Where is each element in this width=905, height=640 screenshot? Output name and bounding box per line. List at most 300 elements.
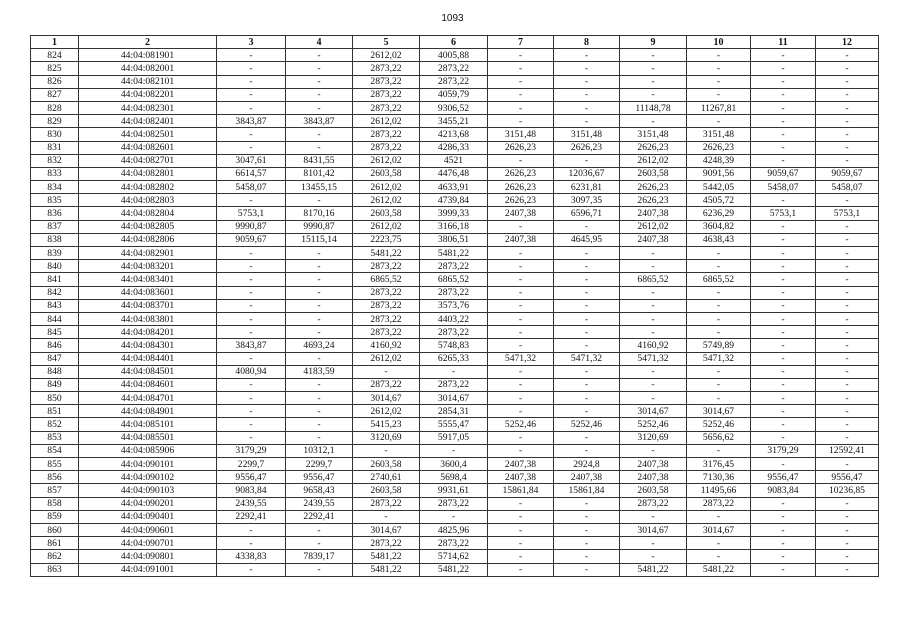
table-cell: - xyxy=(816,510,879,523)
table-cell: 44:04:090401 xyxy=(79,510,217,523)
table-cell: 3014,67 xyxy=(353,523,420,536)
table-cell: - xyxy=(217,523,286,536)
table-cell: - xyxy=(286,141,353,154)
table-cell: 2407,38 xyxy=(488,233,554,246)
table-cell: 829 xyxy=(31,115,79,128)
table-cell: - xyxy=(816,431,879,444)
table-cell: - xyxy=(751,49,816,62)
table-cell: - xyxy=(816,247,879,260)
table-cell: 849 xyxy=(31,378,79,391)
table-cell: 44:04:082501 xyxy=(79,128,217,141)
table-cell: - xyxy=(751,365,816,378)
table-cell: - xyxy=(286,286,353,299)
table-cell: - xyxy=(620,312,687,325)
table-row xyxy=(31,339,879,352)
table-cell: - xyxy=(488,88,554,101)
table-cell: 5471,32 xyxy=(554,352,620,365)
table-cell: 4505,72 xyxy=(687,194,751,207)
table-cell: 3014,67 xyxy=(420,392,488,405)
table-cell: 4739,84 xyxy=(420,194,488,207)
table-cell: - xyxy=(488,312,554,325)
table-cell: 15861,84 xyxy=(488,484,554,497)
table-cell: - xyxy=(816,141,879,154)
table-cell: - xyxy=(286,523,353,536)
table-cell: 3573,76 xyxy=(420,299,488,312)
table-cell: - xyxy=(488,299,554,312)
table-row xyxy=(31,418,879,431)
table-cell: 44:04:082301 xyxy=(79,101,217,114)
table-cell: 44:04:082803 xyxy=(79,194,217,207)
table-cell: - xyxy=(286,49,353,62)
table-cell: - xyxy=(751,101,816,114)
table-cell: 5917,05 xyxy=(420,431,488,444)
table-cell: 836 xyxy=(31,207,79,220)
table-cell: 2873,22 xyxy=(353,88,420,101)
table-cell: 4248,39 xyxy=(687,154,751,167)
table-cell: 12592,41 xyxy=(816,444,879,457)
table-cell: 2626,23 xyxy=(488,167,554,180)
table-cell: - xyxy=(286,418,353,431)
table-cell: 44:04:084901 xyxy=(79,405,217,418)
table-cell: - xyxy=(620,365,687,378)
table-cell: 840 xyxy=(31,260,79,273)
table-cell: - xyxy=(620,550,687,563)
table-cell: 7130,36 xyxy=(687,471,751,484)
table-cell: 845 xyxy=(31,326,79,339)
table-cell: 2626,23 xyxy=(620,181,687,194)
table-cell: - xyxy=(751,523,816,536)
table-cell: 5252,46 xyxy=(554,418,620,431)
table-cell: 3166,18 xyxy=(420,220,488,233)
column-header: 8 xyxy=(554,36,620,49)
table-cell: 3151,48 xyxy=(620,128,687,141)
table-cell: 3014,67 xyxy=(620,523,687,536)
table-cell: 4005,88 xyxy=(420,49,488,62)
table-cell: - xyxy=(554,88,620,101)
table-row xyxy=(31,207,879,220)
column-header: 5 xyxy=(353,36,420,49)
table-cell: 44:04:083601 xyxy=(79,286,217,299)
table-cell: 9306,52 xyxy=(420,101,488,114)
table-row xyxy=(31,101,879,114)
table-cell: - xyxy=(751,220,816,233)
table-cell: 830 xyxy=(31,128,79,141)
table-row xyxy=(31,286,879,299)
table-cell: - xyxy=(286,352,353,365)
table-row xyxy=(31,392,879,405)
table-cell: 7839,17 xyxy=(286,550,353,563)
table-cell: 2873,22 xyxy=(420,62,488,75)
table-cell: 3843,87 xyxy=(286,115,353,128)
table-cell: 832 xyxy=(31,154,79,167)
table-cell: 44:04:082701 xyxy=(79,154,217,167)
table-cell: - xyxy=(751,154,816,167)
table-cell: - xyxy=(620,326,687,339)
table-cell: 6236,29 xyxy=(687,207,751,220)
table-cell: 10236,85 xyxy=(816,484,879,497)
table-cell: - xyxy=(488,497,554,510)
table-cell: 859 xyxy=(31,510,79,523)
table-cell: 844 xyxy=(31,312,79,325)
table-cell: 3014,67 xyxy=(687,523,751,536)
table-cell: - xyxy=(554,405,620,418)
table-cell: - xyxy=(353,510,420,523)
table-cell: 2407,38 xyxy=(620,207,687,220)
table-cell: 3097,35 xyxy=(554,194,620,207)
table-cell: - xyxy=(816,88,879,101)
table-cell: - xyxy=(816,550,879,563)
table-cell: - xyxy=(751,260,816,273)
table-cell: - xyxy=(217,286,286,299)
table-cell: 44:04:082801 xyxy=(79,167,217,180)
table-row xyxy=(31,154,879,167)
table-cell: - xyxy=(751,326,816,339)
table-cell: - xyxy=(217,273,286,286)
table-cell: 11495,66 xyxy=(687,484,751,497)
table-cell: - xyxy=(620,510,687,523)
table-cell: - xyxy=(751,418,816,431)
table-cell: 3999,33 xyxy=(420,207,488,220)
column-header: 12 xyxy=(816,36,879,49)
table-cell: - xyxy=(488,431,554,444)
table-cell: - xyxy=(816,220,879,233)
table-cell: - xyxy=(488,365,554,378)
table-cell: 5481,22 xyxy=(620,563,687,576)
table-row xyxy=(31,141,879,154)
table-cell: 3600,4 xyxy=(420,458,488,471)
table-cell: - xyxy=(217,260,286,273)
table-cell: - xyxy=(286,273,353,286)
table-cell: - xyxy=(620,75,687,88)
table-cell: - xyxy=(286,405,353,418)
table-cell: - xyxy=(751,128,816,141)
table-row xyxy=(31,365,879,378)
table-cell: 2873,22 xyxy=(353,299,420,312)
table-cell: - xyxy=(751,312,816,325)
table-cell: - xyxy=(816,286,879,299)
table-cell: 826 xyxy=(31,75,79,88)
table-cell: 6265,33 xyxy=(420,352,488,365)
table-cell: - xyxy=(554,220,620,233)
table-cell: 2612,02 xyxy=(353,220,420,233)
table-cell: - xyxy=(488,247,554,260)
table-cell: 6865,52 xyxy=(420,273,488,286)
table-cell: - xyxy=(687,365,751,378)
table-cell: - xyxy=(751,352,816,365)
table-cell: - xyxy=(751,537,816,550)
table-cell: 4645,95 xyxy=(554,233,620,246)
table-cell: 2292,41 xyxy=(217,510,286,523)
table-cell: 2626,23 xyxy=(620,141,687,154)
table-cell: - xyxy=(554,537,620,550)
table-cell: 10312,1 xyxy=(286,444,353,457)
table-cell: 2603,58 xyxy=(620,484,687,497)
column-header: 1 xyxy=(31,36,79,49)
table-cell: 44:04:084301 xyxy=(79,339,217,352)
table-cell: - xyxy=(488,339,554,352)
table-cell: 44:04:084601 xyxy=(79,378,217,391)
table-cell: - xyxy=(620,62,687,75)
table-row xyxy=(31,378,879,391)
table-cell: 13455,15 xyxy=(286,181,353,194)
table-cell: - xyxy=(420,510,488,523)
table-cell: 2407,38 xyxy=(488,471,554,484)
table-cell: 2873,22 xyxy=(353,286,420,299)
column-header: 2 xyxy=(79,36,217,49)
column-header: 4 xyxy=(286,36,353,49)
table-row xyxy=(31,550,879,563)
table-cell: - xyxy=(217,247,286,260)
table-cell: - xyxy=(420,365,488,378)
table-cell: 9059,67 xyxy=(751,167,816,180)
table-cell: 2924,8 xyxy=(554,458,620,471)
table-cell: - xyxy=(620,299,687,312)
table-cell: - xyxy=(751,194,816,207)
table-cell: - xyxy=(217,431,286,444)
table-cell: 44:04:082101 xyxy=(79,75,217,88)
table-cell: 2612,02 xyxy=(353,181,420,194)
table-cell: - xyxy=(620,286,687,299)
table-cell: 4160,92 xyxy=(620,339,687,352)
table-cell: - xyxy=(488,101,554,114)
table-cell: 44:04:085906 xyxy=(79,444,217,457)
table-cell: - xyxy=(488,392,554,405)
table-cell: - xyxy=(751,431,816,444)
table-cell: 9059,67 xyxy=(816,167,879,180)
table-cell: - xyxy=(217,378,286,391)
table-cell: 44:04:084501 xyxy=(79,365,217,378)
table-row xyxy=(31,167,879,180)
table-row xyxy=(31,458,879,471)
table-cell: - xyxy=(751,273,816,286)
table-cell: 44:04:090601 xyxy=(79,523,217,536)
table-cell: 851 xyxy=(31,405,79,418)
table-cell: - xyxy=(286,326,353,339)
table-cell: - xyxy=(488,220,554,233)
table-cell: - xyxy=(751,299,816,312)
table-row xyxy=(31,220,879,233)
table-cell: - xyxy=(217,563,286,576)
table-cell: 5481,22 xyxy=(353,563,420,576)
table-cell: - xyxy=(687,247,751,260)
table-cell: 2873,22 xyxy=(353,312,420,325)
table-cell: 847 xyxy=(31,352,79,365)
table-row xyxy=(31,497,879,510)
table-cell: - xyxy=(751,286,816,299)
table-cell: - xyxy=(217,75,286,88)
table-cell: - xyxy=(751,405,816,418)
table-cell: 3151,48 xyxy=(554,128,620,141)
table-cell: 4059,79 xyxy=(420,88,488,101)
table-cell: - xyxy=(816,365,879,378)
table-cell: 862 xyxy=(31,550,79,563)
table-cell: 861 xyxy=(31,537,79,550)
table-cell: - xyxy=(286,537,353,550)
table-cell: 2612,02 xyxy=(620,154,687,167)
table-cell: 2626,23 xyxy=(488,141,554,154)
table-cell: 2873,22 xyxy=(353,75,420,88)
table-cell: - xyxy=(687,378,751,391)
table-cell: - xyxy=(488,286,554,299)
table-cell: - xyxy=(217,352,286,365)
table-cell: 3843,87 xyxy=(217,115,286,128)
table-cell: - xyxy=(353,444,420,457)
table-cell: - xyxy=(488,326,554,339)
table-cell: 8101,42 xyxy=(286,167,353,180)
table-cell: 3014,67 xyxy=(620,405,687,418)
table-cell: 2612,02 xyxy=(353,49,420,62)
table-cell: 3014,67 xyxy=(353,392,420,405)
table-cell: 825 xyxy=(31,62,79,75)
table-cell: - xyxy=(286,431,353,444)
table-cell: - xyxy=(286,563,353,576)
table-cell: 2873,22 xyxy=(353,101,420,114)
table-cell: 5481,22 xyxy=(420,247,488,260)
table-cell: 3455,21 xyxy=(420,115,488,128)
table-cell: 8431,55 xyxy=(286,154,353,167)
table-row xyxy=(31,352,879,365)
table-cell: 5698,4 xyxy=(420,471,488,484)
table-cell: - xyxy=(488,49,554,62)
table-row xyxy=(31,181,879,194)
table-cell: - xyxy=(816,392,879,405)
table-cell: 2626,23 xyxy=(488,194,554,207)
table-cell: - xyxy=(816,312,879,325)
table-cell: 44:04:085101 xyxy=(79,418,217,431)
table-cell: - xyxy=(217,101,286,114)
table-cell: 855 xyxy=(31,458,79,471)
table-cell: 5753,1 xyxy=(217,207,286,220)
table-cell: - xyxy=(286,101,353,114)
table-cell: - xyxy=(816,378,879,391)
table-cell: - xyxy=(620,260,687,273)
table-cell: 15115,14 xyxy=(286,233,353,246)
table-row xyxy=(31,312,879,325)
table-cell: - xyxy=(751,510,816,523)
table-cell: - xyxy=(488,550,554,563)
table-cell: - xyxy=(687,326,751,339)
table-cell: 9059,67 xyxy=(217,233,286,246)
table-cell: - xyxy=(217,62,286,75)
table-cell: 2603,58 xyxy=(353,167,420,180)
table-row xyxy=(31,75,879,88)
table-cell: - xyxy=(554,497,620,510)
table-cell: - xyxy=(751,115,816,128)
table-cell: 5481,22 xyxy=(353,247,420,260)
table-row xyxy=(31,299,879,312)
table-cell: - xyxy=(488,115,554,128)
table-cell: - xyxy=(554,444,620,457)
table-cell: - xyxy=(554,101,620,114)
table-cell: - xyxy=(488,75,554,88)
table-cell: 3176,45 xyxy=(687,458,751,471)
table-cell: - xyxy=(751,75,816,88)
table-cell: - xyxy=(286,260,353,273)
table-cell: 3843,87 xyxy=(217,339,286,352)
table-cell: 9083,84 xyxy=(751,484,816,497)
table-row xyxy=(31,431,879,444)
table-cell: - xyxy=(816,405,879,418)
table-cell: 854 xyxy=(31,444,79,457)
table-cell: - xyxy=(816,563,879,576)
table-cell: 2873,22 xyxy=(353,128,420,141)
page-number: 1093 xyxy=(441,13,464,24)
table-cell: - xyxy=(816,115,879,128)
table-cell: - xyxy=(488,537,554,550)
table-cell: - xyxy=(554,49,620,62)
table-cell: - xyxy=(554,523,620,536)
table-cell: 6865,52 xyxy=(353,273,420,286)
table-cell: 44:04:083401 xyxy=(79,273,217,286)
table-cell: 846 xyxy=(31,339,79,352)
table-cell: - xyxy=(751,88,816,101)
table-cell: 5471,32 xyxy=(687,352,751,365)
table-cell: - xyxy=(488,62,554,75)
table-cell: 44:04:082806 xyxy=(79,233,217,246)
table-cell: 4080,94 xyxy=(217,365,286,378)
table-cell: 3179,29 xyxy=(217,444,286,457)
table-cell: - xyxy=(420,444,488,457)
table-row xyxy=(31,233,879,246)
table-cell: 9556,47 xyxy=(751,471,816,484)
table-cell: 4286,33 xyxy=(420,141,488,154)
table-cell: 6614,57 xyxy=(217,167,286,180)
table-cell: 2612,02 xyxy=(620,220,687,233)
table-cell: - xyxy=(488,523,554,536)
table-cell: - xyxy=(488,260,554,273)
table-cell: - xyxy=(554,286,620,299)
table-cell: - xyxy=(554,75,620,88)
table-cell: 5252,46 xyxy=(687,418,751,431)
table-row xyxy=(31,326,879,339)
table-cell: 2873,22 xyxy=(420,286,488,299)
table-cell: - xyxy=(816,233,879,246)
table-cell: 2612,02 xyxy=(353,115,420,128)
table-row xyxy=(31,88,879,101)
table-cell: - xyxy=(816,352,879,365)
table-cell: 44:04:091001 xyxy=(79,563,217,576)
table-cell: - xyxy=(816,101,879,114)
table-cell: 2603,58 xyxy=(353,207,420,220)
table-row xyxy=(31,128,879,141)
table-cell: - xyxy=(554,273,620,286)
table-cell: 2223,75 xyxy=(353,233,420,246)
table-cell: - xyxy=(687,115,751,128)
table-cell: - xyxy=(620,378,687,391)
table-cell: 2407,38 xyxy=(488,458,554,471)
table-cell: 4160,92 xyxy=(353,339,420,352)
table-cell: - xyxy=(751,563,816,576)
table-cell: - xyxy=(554,247,620,260)
table-cell: - xyxy=(217,141,286,154)
table-cell: 6865,52 xyxy=(620,273,687,286)
table-cell: - xyxy=(620,392,687,405)
table-cell: 2603,58 xyxy=(353,484,420,497)
table-cell: 2873,22 xyxy=(420,497,488,510)
table-cell: 835 xyxy=(31,194,79,207)
table-cell: - xyxy=(217,88,286,101)
table-cell: 5458,07 xyxy=(217,181,286,194)
table-cell: - xyxy=(217,194,286,207)
table-cell: - xyxy=(620,537,687,550)
table-cell: 2873,22 xyxy=(353,497,420,510)
table-cell: - xyxy=(687,312,751,325)
table-cell: 860 xyxy=(31,523,79,536)
table-cell: - xyxy=(620,49,687,62)
table-cell: - xyxy=(751,497,816,510)
table-cell: - xyxy=(816,299,879,312)
table-cell: - xyxy=(217,312,286,325)
